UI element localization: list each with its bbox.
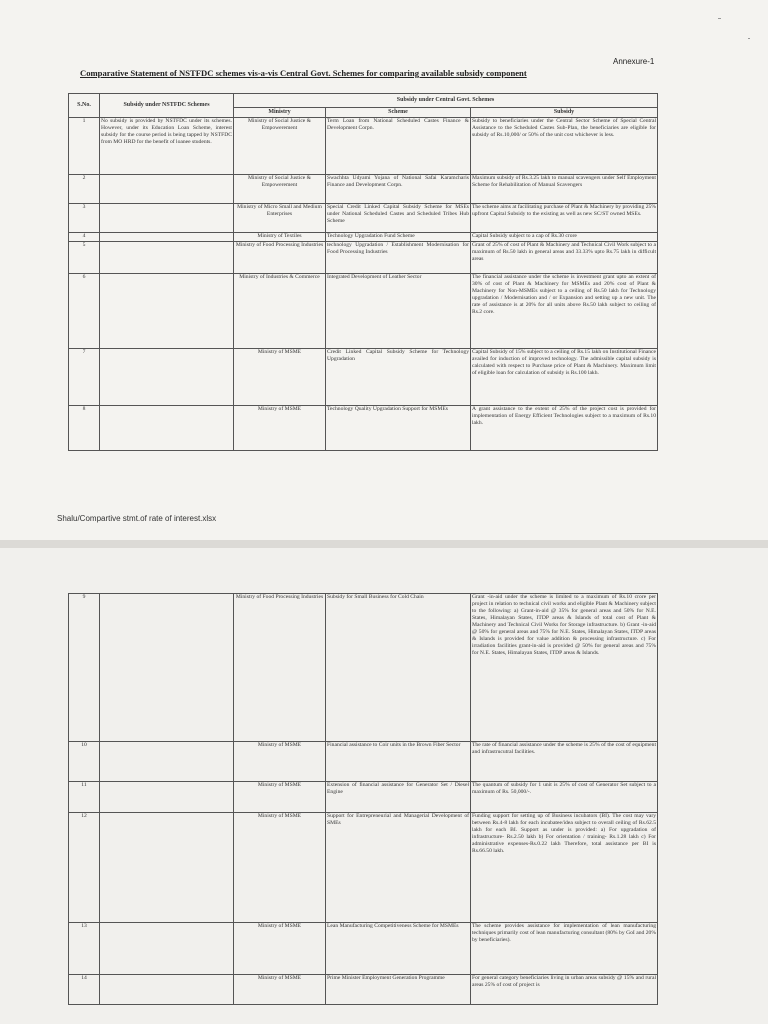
scan-speck xyxy=(748,38,750,39)
row-sno: 10 xyxy=(69,742,100,782)
row-subsidy: Subsidy to beneficiaries under the Central Sector Scheme of Special Central Assistance to the Scheduled Castes Sub-Plan, the beneficiaries are eligible for subsidy of Rs.10,000/ or 50% of the unit cost whichever is less. xyxy=(471,118,658,175)
header-scheme: Scheme xyxy=(326,108,471,118)
row-subsidy: A grant assistance to the extent of 25% of the project cost is provided for implementation of Energy Efficient Technologies subject to a maximum of Rs.10 lakh. xyxy=(471,406,658,451)
row-scheme: Support for Entrepreneurial and Managerial Development of SMEs xyxy=(326,813,471,923)
table-row xyxy=(69,742,658,782)
row-sno: 13 xyxy=(69,923,100,975)
header-central: Subsidy under Central Govt. Schemes xyxy=(234,94,658,108)
row-nstfdc xyxy=(100,782,234,813)
row-ministry: Ministry of Social Justice & Empowerement xyxy=(234,175,326,204)
row-scheme: Subsidy for Small Business for Cold Chain xyxy=(326,594,471,742)
header-ministry: Ministry xyxy=(234,108,326,118)
row-scheme: Credit Linked Capital Subsidy Scheme for Technology Upgradation xyxy=(326,349,471,406)
row-nstfdc xyxy=(100,274,234,349)
row-nstfdc xyxy=(100,813,234,923)
row-ministry: Ministry of MSME xyxy=(234,923,326,975)
annexure-label: Annexure-1 xyxy=(613,57,655,66)
row-sno: 2 xyxy=(69,175,100,204)
table-row xyxy=(69,813,658,923)
row-sno: 1 xyxy=(69,118,100,175)
comparison-table-continued xyxy=(68,593,658,1005)
table-row xyxy=(69,204,658,233)
row-nstfdc xyxy=(100,975,234,1005)
row-nstfdc xyxy=(100,406,234,451)
row-scheme: Lean Manufacturing Competitiveness Scheme for MSMEs xyxy=(326,923,471,975)
header-nstfdc: Subsidy under NSTFDC Schemes xyxy=(100,94,234,118)
row-subsidy: Capital Subsidy of 15% subject to a ceiling of Rs.15 lakh on Institutional Finance availed for induction of improved technology. The admissible capital subsidy is calculated with respect to Purchase price of Plant & Machinery. Maximum limit of eligible loan for calculation of subsidy is Rs.100 lakh. xyxy=(471,349,658,406)
row-nstfdc xyxy=(100,233,234,242)
row-ministry: Ministry of Textiles xyxy=(234,233,326,242)
row-subsidy: The scheme provides assistance for implementation of lean manufacturing techniques primarily cost of lean manufacturing consultant (80% by GoI and 20% by beneficiaries). xyxy=(471,923,658,975)
row-scheme: technology Upgradation / Establishment Modernisation for Food Processing Industries xyxy=(326,242,471,274)
row-sno: 12 xyxy=(69,813,100,923)
row-subsidy: The scheme aims at facilitating purchase of Plant & Machinery by providing 25% upfront Capital Subsidy to the existing as well as new SC/ST owned MSEs. xyxy=(471,204,658,233)
row-ministry: Ministry of Social Justice & Empowerement xyxy=(234,118,326,175)
row-nstfdc xyxy=(100,175,234,204)
row-nstfdc: No subsidy is provided by NSTFDC under its schemes. However, under its Education Loan Scheme, interest subsidy for the course period is being tapped by NSTFDC from MO HRD for the benefit of loanee students. xyxy=(100,118,234,175)
row-nstfdc xyxy=(100,594,234,742)
file-name-footer: Shalu/Compartive stmt.of rate of interest.xlsx xyxy=(57,514,217,523)
row-subsidy: Grant of 25% of cost of Plant & Machinery and Technical Civil Work subject to a maximum of Rs.50 lakh in general areas and 33.33% upto Rs.75 lakh in difficult areas xyxy=(471,242,658,274)
table-row xyxy=(69,274,658,349)
scan-speck xyxy=(718,18,721,19)
row-subsidy: The rate of financial assistance under the scheme is 25% of the cost of equipment and infrastrucutral facilities. xyxy=(471,742,658,782)
table-row xyxy=(69,782,658,813)
row-ministry: Ministry of MSME xyxy=(234,813,326,923)
table-row xyxy=(69,923,658,975)
row-scheme: Integrated Development of Leather Sector xyxy=(326,274,471,349)
table-row xyxy=(69,233,658,242)
table-row xyxy=(69,349,658,406)
row-ministry: Ministry of MSME xyxy=(234,975,326,1005)
document-title: Comparative Statement of NSTFDC schemes vis-a-vis Central Govt. Schemes for comparing available subsidy component xyxy=(80,68,527,78)
row-sno: 5 xyxy=(69,242,100,274)
row-scheme: Special Credit Linked Capital Subsidy Scheme for MSEs under National Scheduled Castes and Scheduled Tribes Hub Scheme xyxy=(326,204,471,233)
row-sno: 11 xyxy=(69,782,100,813)
row-ministry: Ministry of MSME xyxy=(234,742,326,782)
row-ministry: Ministry of Food Processing Industries xyxy=(234,594,326,742)
row-scheme: Extension of financial assistance for Generator Set / Diesel Engine xyxy=(326,782,471,813)
row-nstfdc xyxy=(100,742,234,782)
row-ministry: Ministry of Industries & Commerce xyxy=(234,274,326,349)
row-nstfdc xyxy=(100,349,234,406)
row-scheme: Technology Upgradation Fund Scheme xyxy=(326,233,471,242)
header-subsidy: Subsidy xyxy=(471,108,658,118)
row-scheme: Swachhta Udyami Yojana of National Safai Karamcharis Finance and Development Corpn. xyxy=(326,175,471,204)
row-ministry: Ministry of Food Processing Industries xyxy=(234,242,326,274)
comparison-table xyxy=(68,93,658,451)
table-row xyxy=(69,175,658,204)
row-nstfdc xyxy=(100,242,234,274)
table-row xyxy=(69,118,658,175)
row-sno: 8 xyxy=(69,406,100,451)
page-separator xyxy=(0,540,768,548)
row-sno: 14 xyxy=(69,975,100,1005)
table-row xyxy=(69,975,658,1005)
row-scheme: Technology Quality Upgradation Support for MSMEs xyxy=(326,406,471,451)
row-ministry: Ministry of MSME xyxy=(234,349,326,406)
row-nstfdc xyxy=(100,204,234,233)
row-sno: 7 xyxy=(69,349,100,406)
row-subsidy: Grant -in-aid under the scheme is limited to a maximum of Rs.10 crore per project in relation to technical civil works and eligible Plant & Machinery subject to the following: a) Grant-in-aid @ 35% for general areas and 50% for N.E. States, Himalayan States, ITDP areas & Islands of total cost of Plant & Machinery and Technical Civil Works for Storage infrastructure. b) Grant -in-aid @ 50% for general areas and 75% for N.E. States, Himalayan States, ITDP areas & Islands is provided for value addition & processing infrastructure. c) For irradiation facilities grant-in-aid is provided @ 50% for general areas and 75% for N.E. States, Himalayan States, ITDP areas & Islands. xyxy=(471,594,658,742)
row-scheme: Financial assistance to Coir units in the Brown Fiber Sector xyxy=(326,742,471,782)
row-sno: 9 xyxy=(69,594,100,742)
row-nstfdc xyxy=(100,923,234,975)
row-ministry: Ministry of MSME xyxy=(234,782,326,813)
row-subsidy: Funding support for setting up of Business incubators (BI). The cost may vary between Rs.4-8 lakh for each incubatee/idea subject to overall ceiling of Rs.62.5 lakh for each BI. Support as under is provided: a) For upgradation of infrastructure- Rs.2.50 lakh b) For orientation / training- Rs.1.28 lakh c) For administrative expenses-Rs.0.22 lakh Therefore, total assistance per BI is Rs.66.50 lakh. xyxy=(471,813,658,923)
table-row xyxy=(69,406,658,451)
row-scheme: Term Loan from National Scheduled Castes Finance & Development Corpn. xyxy=(326,118,471,175)
row-sno: 3 xyxy=(69,204,100,233)
row-subsidy: The financial assistance under the scheme is investment grant upto an extent of 30% of cost of Plant & Machinery for MSMEs and 20% cost of Plant & Machinery for Non-MSMEs subject to a ceiling of Rs.50 lakh for Technology upgradation / Modernisation and / or Expansion and setting up a new unit. The rate of assistance is at 20% for all units above Rs.50 lakh subject to ceiling of Rs.2 core. xyxy=(471,274,658,349)
row-subsidy: Maximum subsidy of Rs.3.25 lakh to manual scavengers under Self Employment Scheme for Rehabilitation of Manual Scavengers xyxy=(471,175,658,204)
row-sno: 4 xyxy=(69,233,100,242)
row-subsidy: For general category beneficiaries living in urban areas subsidy @ 15% and rural areas 25% of cost of project is xyxy=(471,975,658,1005)
row-ministry: Ministry of Micro Small and Medium Enterprises xyxy=(234,204,326,233)
row-subsidy: The quantum of subsidy for 1 unit is 25% of cost of Generator Set subject to a maximum of Rs. 50,000/-. xyxy=(471,782,658,813)
row-ministry: Ministry of MSME xyxy=(234,406,326,451)
header-sno: S.No. xyxy=(69,94,100,118)
table-row xyxy=(69,242,658,274)
row-sno: 6 xyxy=(69,274,100,349)
table-row xyxy=(69,594,658,742)
row-scheme: Prime Minister Employment Generation Programme xyxy=(326,975,471,1005)
row-subsidy: Capital Subsidy subject to a cap of Rs.30 crore xyxy=(471,233,658,242)
